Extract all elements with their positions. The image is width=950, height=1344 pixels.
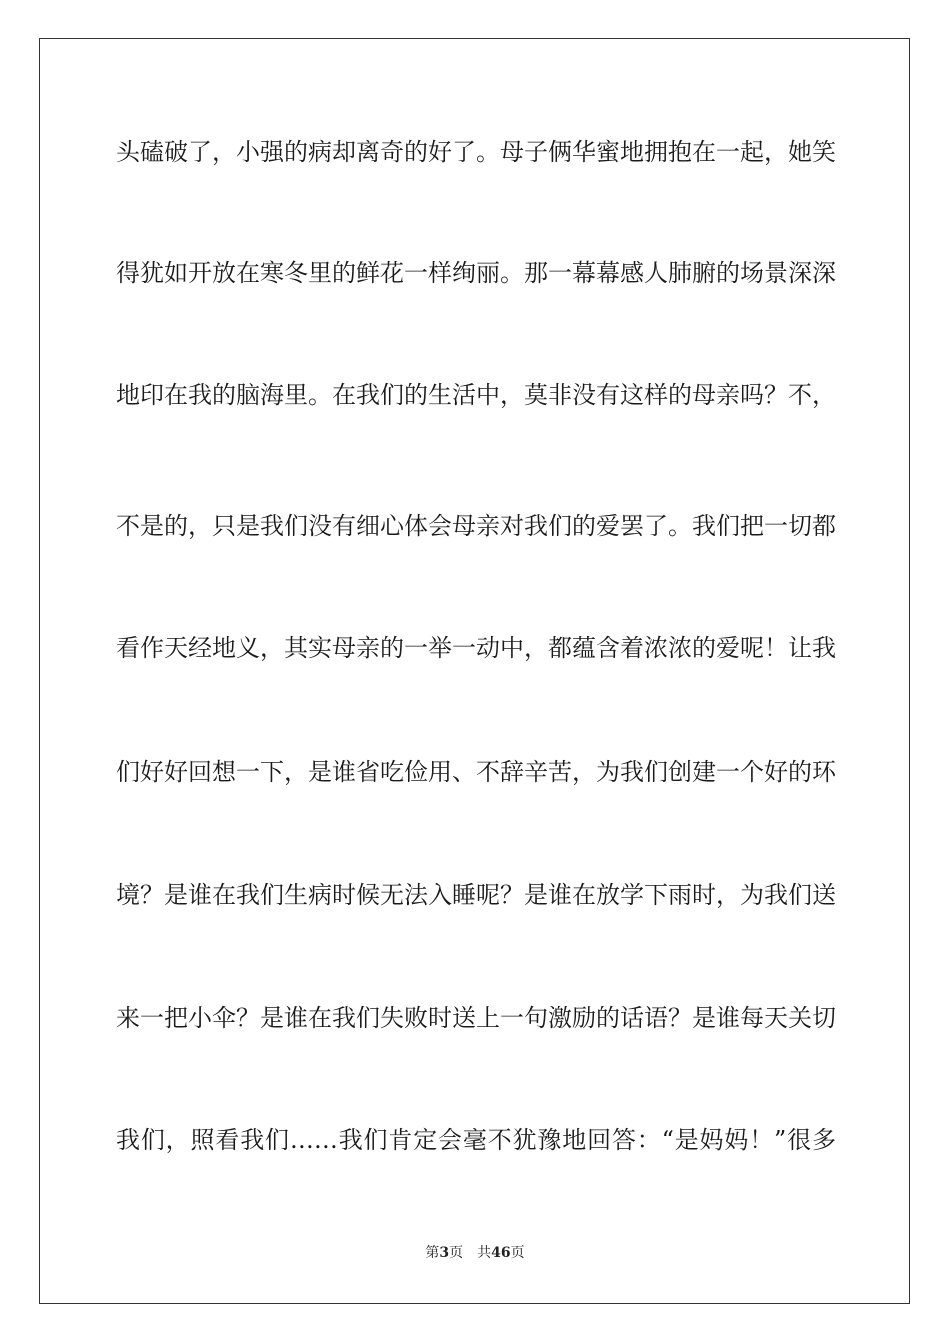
paragraph-line-2: 得犹如开放在寒冬里的鲜花一样绚丽。那一幕幕感人肺腑的场景深深 (116, 259, 836, 287)
paragraph-line-5: 看作天经地义，其实母亲的一举一动中，都蕴含着浓浓的爱呢！让我 (116, 634, 836, 662)
paragraph-line-8: 来一把小伞？是谁在我们失败时送上一句激励的话语？是谁每天关切 (116, 1004, 836, 1032)
paragraph-line-6: 们好好回想一下，是谁省吃俭用、不辞辛苦，为我们创建一个好的环 (116, 758, 836, 786)
paragraph-line-3: 地印在我的脑海里。在我们的生活中，莫非没有这样的母亲吗？不， (116, 381, 836, 409)
page-suffix: 页 (449, 1245, 464, 1261)
total-suffix: 页 (510, 1245, 525, 1261)
total-prefix: 共 (477, 1245, 492, 1261)
total-pages: 46 (491, 1245, 511, 1261)
paragraph-line-9: 我们，照看我们……我们肯定会毫不犹豫地回答：“是妈妈！”很多 (116, 1126, 836, 1154)
paragraph-line-4: 不是的，只是我们没有细心体会母亲对我们的爱罢了。我们把一切都 (116, 512, 836, 540)
page-prefix: 第 (425, 1245, 440, 1261)
paragraph-line-1: 头磕破了，小强的病却离奇的好了。母子俩华蜜地拥抱在一起，她笑 (116, 138, 836, 166)
page-number: 3 (439, 1245, 450, 1261)
paragraph-line-7: 境？是谁在我们生病时候无法入睡呢？是谁在放学下雨时，为我们送 (116, 881, 836, 909)
page-border (39, 38, 910, 1304)
page-footer (0, 1243, 950, 1263)
